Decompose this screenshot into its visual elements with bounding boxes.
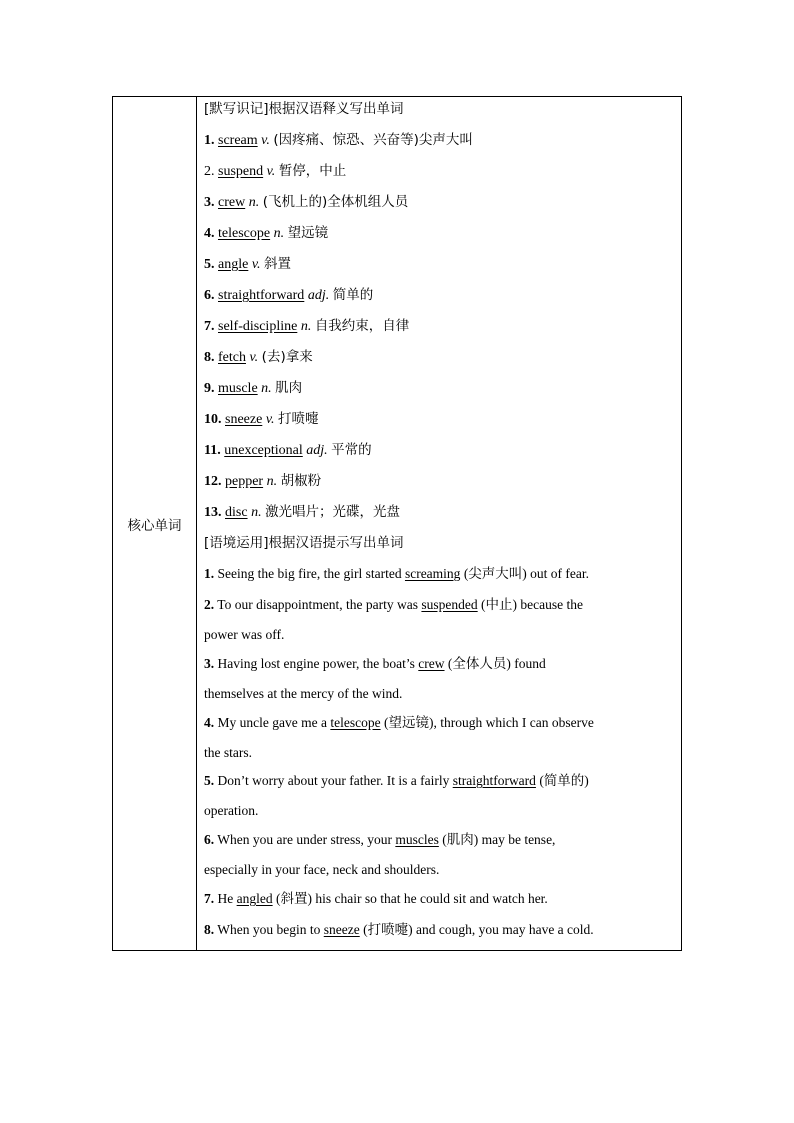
sentence-text: To our disappointment, the party was xyxy=(217,597,419,612)
item-number: 7. xyxy=(204,891,215,906)
vocab-item xyxy=(204,255,291,274)
meaning: 打喷嚏 xyxy=(278,411,319,427)
answer-word: telescope xyxy=(218,226,271,241)
sentence-item xyxy=(204,890,548,908)
part-of-speech: n. xyxy=(261,381,272,396)
vocab-item xyxy=(204,472,321,491)
answer-word: sneeze xyxy=(323,922,360,937)
item-number: 4. xyxy=(204,226,215,241)
content-cell xyxy=(197,97,681,950)
sentence-continuation: themselves at the mercy of the wind. xyxy=(204,686,403,701)
answer-word: suspended xyxy=(421,597,478,612)
sentence-item xyxy=(204,565,589,583)
answer-word: suspend xyxy=(218,164,264,179)
item-number: 6. xyxy=(204,832,215,847)
item-number: 13. xyxy=(204,505,222,520)
sentence-continuation: power was off. xyxy=(204,627,285,642)
part-of-speech: n. xyxy=(251,505,262,520)
meaning: 望远镜 xyxy=(287,225,329,241)
sentence-continuation: especially in your face, neck and shoulders. xyxy=(204,862,440,877)
sentence-continuation: the stars. xyxy=(204,745,252,760)
meaning: 胡椒粉 xyxy=(280,473,322,489)
item-number: 3. xyxy=(204,195,215,210)
answer-word: angle xyxy=(218,257,249,272)
item-number: 8. xyxy=(204,350,215,365)
item-number: 10. xyxy=(204,412,222,427)
sentence-item xyxy=(204,921,594,939)
answer-word: crew xyxy=(218,195,246,210)
sentence-text: (斜置) his chair so that he could sit and watch her. xyxy=(276,891,548,906)
vocab-item xyxy=(204,131,473,150)
meaning: 暂停，中止 xyxy=(278,163,347,179)
answer-word: straightforward xyxy=(452,773,536,788)
part-of-speech: n. xyxy=(266,474,278,489)
sentence-text: Don’t worry about your father. It is a fairly xyxy=(217,773,450,788)
meaning: (去)拿来 xyxy=(261,349,313,365)
answer-word: muscle xyxy=(218,381,258,396)
part-of-speech: v. xyxy=(251,257,261,272)
sentence-text: (简单的) xyxy=(539,773,589,788)
meaning: 激光唱片；光碟，光盘 xyxy=(265,504,401,520)
item-number: 2. xyxy=(204,164,215,179)
answer-word: fetch xyxy=(218,350,246,365)
sentence-text: My uncle gave me a xyxy=(217,715,327,730)
item-number: 1. xyxy=(204,566,215,581)
sentence-text: Seeing the big fire, the girl started xyxy=(217,566,402,581)
answer-word: straightforward xyxy=(218,288,305,303)
vocab-item xyxy=(204,286,373,305)
vocab-item xyxy=(204,348,313,367)
item-number: 7. xyxy=(204,319,215,334)
vocab-item xyxy=(204,441,372,460)
meaning: 肌肉 xyxy=(275,380,303,396)
sentence-text: (打喷嚏) and cough, you may have a cold. xyxy=(363,922,594,937)
part-of-speech: adj. xyxy=(307,288,330,303)
sentence-text: (肌肉) may be tense, xyxy=(442,832,556,847)
item-number: 5. xyxy=(204,257,215,272)
answer-word: muscles xyxy=(395,832,439,847)
meaning: (因疼痛、惊恐、兴奋等)尖声大叫 xyxy=(273,132,473,148)
sentence-text: When you begin to xyxy=(217,922,321,937)
sentence-item xyxy=(204,655,546,673)
item-number: 6. xyxy=(204,288,215,303)
sentence-item xyxy=(204,596,583,614)
answer-word: sneeze xyxy=(225,412,263,427)
part-of-speech: n. xyxy=(300,319,312,334)
answer-word: unexceptional xyxy=(224,443,303,458)
part-of-speech: adj. xyxy=(306,443,328,458)
part-of-speech: n. xyxy=(273,226,285,241)
meaning: (飞机上的)全体机组人员 xyxy=(262,194,409,210)
item-number: 2. xyxy=(204,597,215,612)
answer-word: telescope xyxy=(330,715,381,730)
item-number: 3. xyxy=(204,656,215,671)
answer-word: scream xyxy=(218,133,258,148)
answer-word: pepper xyxy=(225,474,264,489)
row-label: 核心单词 xyxy=(127,517,182,534)
item-number: 4. xyxy=(204,715,215,730)
part-of-speech: v. xyxy=(261,133,270,148)
answer-word: crew xyxy=(418,656,445,671)
vocab-item xyxy=(204,410,319,429)
item-number: 12. xyxy=(204,474,222,489)
part-of-speech: v. xyxy=(265,412,275,427)
sentence-continuation: operation. xyxy=(204,803,259,818)
sentence-text: He xyxy=(217,891,234,906)
part-of-speech: v. xyxy=(266,164,276,179)
sentence-item xyxy=(204,772,589,790)
answer-word: disc xyxy=(225,505,248,520)
section2-header: [语境运用]根据汉语提示写出单词 xyxy=(204,535,404,551)
meaning: 简单的 xyxy=(332,287,374,303)
vocab-item xyxy=(204,224,328,243)
vocab-table xyxy=(112,96,682,951)
meaning: 斜置 xyxy=(264,256,292,272)
item-number: 1. xyxy=(204,133,215,148)
sentence-text: (望远镜), through which I can observe xyxy=(383,715,594,730)
part-of-speech: v. xyxy=(249,350,259,365)
vocab-item xyxy=(204,503,400,522)
sentence-text: When you are under stress, your xyxy=(217,832,392,847)
meaning: 平常的 xyxy=(331,442,372,458)
section1-header: [默写识记]根据汉语释义写出单词 xyxy=(204,101,404,117)
sentence-text: Having lost engine power, the boat’s xyxy=(217,656,415,671)
vocab-item xyxy=(204,162,346,181)
sentence-item xyxy=(204,714,594,732)
answer-word: angled xyxy=(236,891,273,906)
vocab-item xyxy=(204,193,408,212)
sentence-text: (尖声大叫) out of fear. xyxy=(463,566,590,581)
item-number: 11. xyxy=(204,443,221,458)
part-of-speech: n. xyxy=(248,195,260,210)
sentence-text: (中止) because the xyxy=(481,597,584,612)
item-number: 9. xyxy=(204,381,215,396)
vocab-item xyxy=(204,379,302,398)
vocab-item xyxy=(204,317,409,336)
answer-word: self-discipline xyxy=(218,319,298,334)
answer-word: screaming xyxy=(404,566,461,581)
row-label-cell xyxy=(113,97,197,950)
sentence-text: (全体人员) found xyxy=(447,656,546,671)
meaning: 自我约束，自律 xyxy=(314,318,410,334)
sentence-item xyxy=(204,831,555,849)
item-number: 8. xyxy=(204,922,215,937)
item-number: 5. xyxy=(204,773,215,788)
